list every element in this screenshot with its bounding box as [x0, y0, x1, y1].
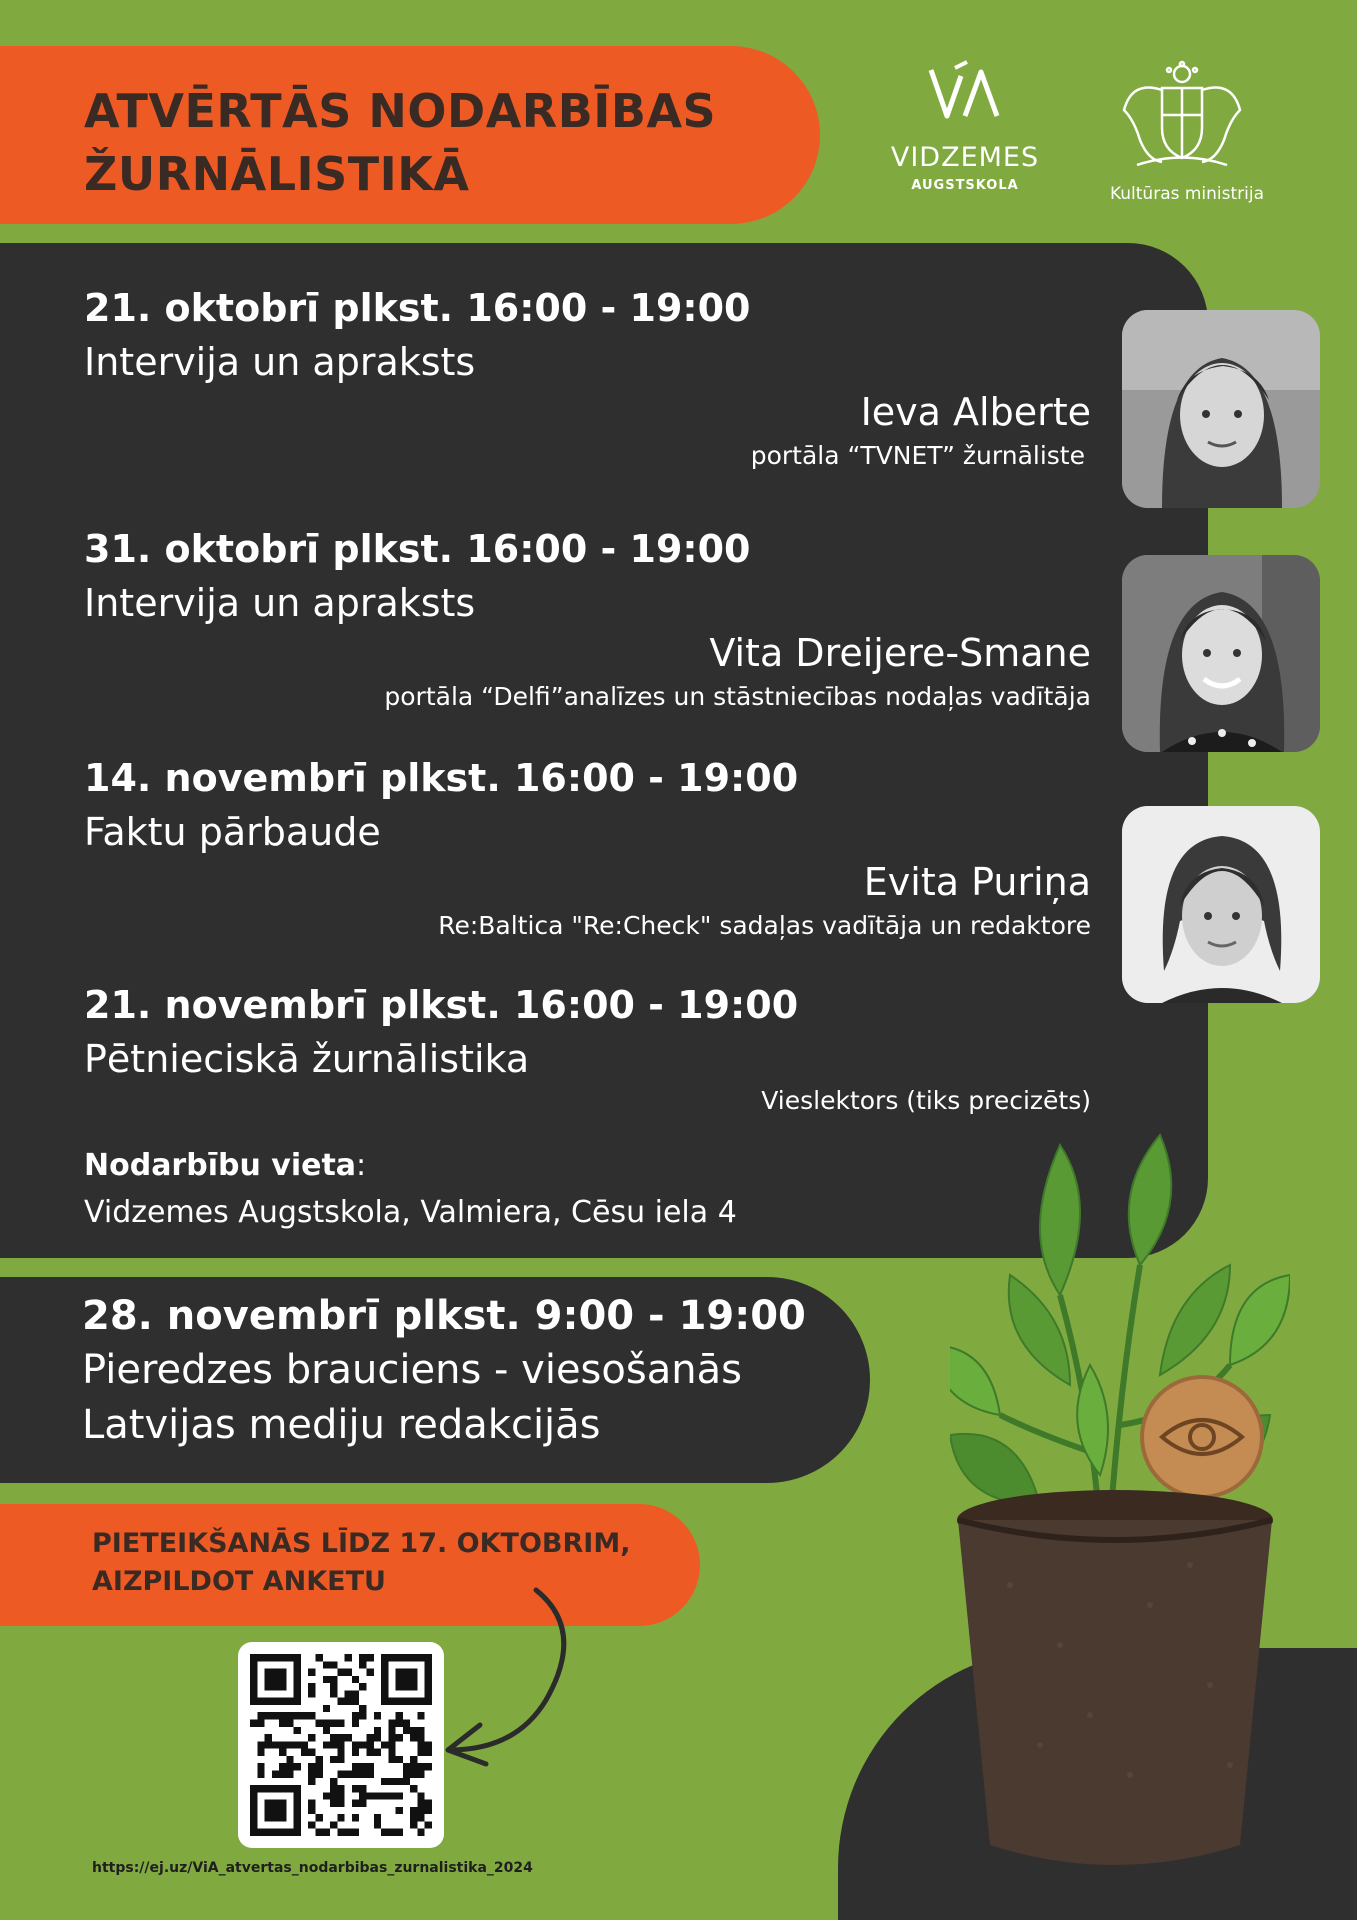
registration-url[interactable]: https://ej.uz/ViA_atvertas_nodarbibas_zurnalistika_2024 [92, 1860, 533, 1876]
via-logo-subtitle: AUGSTSKOLA [911, 178, 1019, 193]
session-2-topic: Intervija un apraksts [84, 581, 476, 625]
speaker-photo-2 [1122, 555, 1320, 752]
qr-code-icon [250, 1654, 432, 1836]
session-2-speaker: Vita Dreijere-Smane [709, 631, 1091, 675]
venue-label-text: Nodarbību vieta [84, 1148, 357, 1183]
session-2-date: 31. oktobrī plkst. 16:00 - 19:00 [84, 527, 751, 571]
session-1-speaker: Ieva Alberte [860, 390, 1091, 434]
trip-date: 28. novembrī plkst. 9:00 - 19:00 [82, 1293, 806, 1339]
coat-of-arms-icon [1117, 60, 1247, 175]
session-3-role: Re:Baltica "Re:Check" sadaļas vadītāja un redaktore [438, 911, 1091, 940]
venue-label-colon: : [356, 1148, 367, 1183]
page-title-line-1: ATVĒRTĀS NODARBĪBAS [84, 84, 717, 138]
venue-label [84, 1148, 366, 1183]
potted-plant-illustration [950, 1125, 1290, 1885]
session-4-date: 21. novembrī plkst. 16:00 - 19:00 [84, 983, 799, 1027]
trip-description-line-1: Pieredzes brauciens - viesošanās [82, 1347, 742, 1393]
venue-address: Vidzemes Augstskola, Valmiera, Cēsu iela 4 [84, 1195, 737, 1230]
eye-token-icon [1142, 1377, 1262, 1497]
via-logo-name: VIDZEMES [890, 142, 1040, 173]
session-3-speaker: Evita Puriņa [863, 860, 1091, 904]
session-4-role: Vieslektors (tiks precizēts) [761, 1086, 1091, 1115]
ministry-name: Kultūras ministrija [1109, 184, 1265, 204]
registration-line-2: AIZPILDOT ANKETU [92, 1566, 386, 1597]
vidzemes-augstskola-logo [880, 60, 1050, 200]
page-title-line-2: ŽURNĀLISTIKĀ [84, 147, 470, 201]
culture-ministry-logo [1102, 60, 1272, 210]
session-3-date: 14. novembrī plkst. 16:00 - 19:00 [84, 756, 799, 800]
registration-line-1: PIETEIKŠANĀS LĪDZ 17. OKTOBRIM, [92, 1528, 631, 1559]
trip-description-line-2: Latvijas mediju redakcijās [82, 1402, 601, 1448]
registration-qr-code[interactable] [238, 1642, 444, 1848]
speaker-photo-3 [1122, 806, 1320, 1003]
arrow-icon [440, 1580, 600, 1780]
session-1-role: portāla “TVNET” žurnāliste [750, 441, 1085, 470]
session-4-topic: Pētnieciskā žurnālistika [84, 1037, 530, 1081]
session-3-topic: Faktu pārbaude [84, 810, 381, 854]
speaker-photo-1 [1122, 310, 1320, 508]
session-1-date: 21. oktobrī plkst. 16:00 - 19:00 [84, 286, 751, 330]
session-2-role: portāla “Delfi”analīzes un stāstniecības nodaļas vadītāja [384, 682, 1091, 711]
via-logo-icon [925, 60, 1005, 130]
session-1-topic: Intervija un apraksts [84, 340, 476, 384]
